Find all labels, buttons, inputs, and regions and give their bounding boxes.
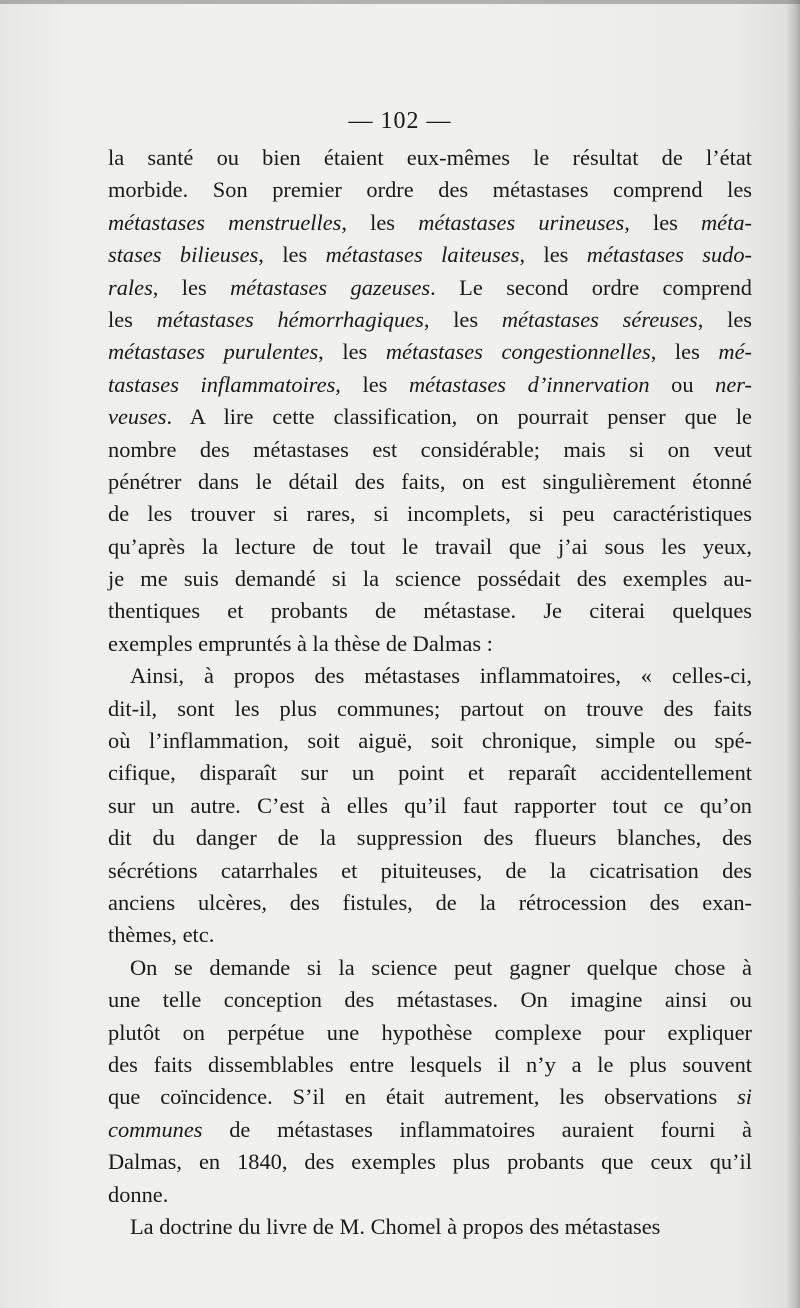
- text-line: [108, 725, 752, 757]
- text-run: morbide. Son premier ordre des métastases comprend les: [108, 177, 752, 203]
- italic-term: tastases inflammatoires: [108, 371, 336, 397]
- italic-term: métastases urineuses: [418, 209, 625, 235]
- italic-term: veuses: [108, 404, 167, 430]
- text-line: [108, 919, 752, 951]
- text-line: [108, 531, 752, 563]
- text-run: la santé ou bien étaient eux-mêmes le résultat de l’état: [108, 145, 752, 170]
- text-run: , les: [423, 306, 502, 332]
- text-line: [108, 757, 752, 789]
- italic-term: métastases laiteuses: [325, 242, 520, 268]
- text-run: , les: [697, 306, 752, 332]
- text-line: [108, 693, 752, 725]
- text-line: [108, 628, 752, 660]
- text-line: [108, 336, 752, 368]
- text-run: qu’après la lecture de tout le travail que j’ai sous les yeux,: [108, 533, 752, 559]
- italic-term: si: [737, 1084, 752, 1110]
- text-line: [108, 887, 752, 919]
- text-line: [108, 498, 752, 530]
- text-run: . Le second ordre comprend: [430, 274, 752, 300]
- text-run: , les: [318, 339, 386, 365]
- text-run: pénétrer dans le détail des faits, on est singulièrement étonné: [108, 468, 752, 494]
- italic-term: rales: [108, 274, 153, 300]
- text-line: [108, 660, 752, 692]
- text-line: [108, 1146, 752, 1178]
- text-run: des faits dissemblables entre lesquels il n’y a le plus souvent: [108, 1051, 752, 1077]
- text-run: dit du danger de la suppression des flueurs blanches, des: [108, 825, 752, 851]
- text-run: , les: [258, 242, 326, 268]
- italic-term: métastases congestionnelles: [385, 339, 651, 365]
- text-run: Ainsi, à propos des métastases inflammatoires, « celles-ci,: [130, 663, 752, 689]
- italic-term: stases bilieuses: [108, 242, 259, 268]
- paragraph: [108, 660, 752, 952]
- text-line: [108, 466, 752, 498]
- text-run: , les: [624, 209, 702, 235]
- text-line: [108, 595, 752, 627]
- text-run: une telle conception des métastases. On imagine ainsi ou: [108, 987, 752, 1013]
- text-line: [108, 369, 752, 401]
- text-run: , les: [519, 242, 587, 268]
- text-run: La doctrine du livre de M. Chomel à propos des métastases: [130, 1213, 661, 1239]
- text-line: [108, 563, 752, 595]
- text-line: [108, 207, 752, 239]
- text-line: [108, 1179, 752, 1211]
- text-run: ou: [649, 371, 716, 397]
- text-run: , les: [335, 371, 409, 397]
- text-run: que coïncidence. S’il en était autrement, les observations: [108, 1084, 738, 1110]
- paragraph: [108, 952, 752, 1211]
- text-run: où l’inflammation, soit aiguë, soit chronique, simple ou spé-: [108, 728, 752, 754]
- text-run: nombre des métastases est considérable; mais si on veut: [108, 436, 752, 462]
- text-run: dit-il, sont les plus communes; partout on trouve des faits: [108, 695, 752, 721]
- italic-term: mé-: [718, 339, 752, 365]
- italic-term: communes: [108, 1116, 203, 1142]
- text-run: anciens ulcères, des fistules, de la rétrocession des exan-: [108, 889, 752, 915]
- text-line: [108, 1114, 752, 1146]
- text-run: sécrétions catarrhales et pituiteuses, de la cicatrisation des: [108, 857, 752, 883]
- text-run: je me suis demandé si la science possédait des exemples au-: [108, 566, 752, 592]
- text-run: , les: [650, 339, 719, 365]
- text-line: [108, 1081, 752, 1113]
- italic-term: ner-: [715, 371, 752, 397]
- italic-term: métastases d’innervation: [409, 371, 650, 397]
- text-line: [108, 1049, 752, 1081]
- text-run: exemples empruntés à la thèse de Dalmas :: [108, 630, 493, 656]
- text-line: [108, 1017, 752, 1049]
- text-run: de métastases inflammatoires auraient fourni à: [202, 1116, 752, 1142]
- text-line: [108, 822, 752, 854]
- text-line: [108, 952, 752, 984]
- page-top-edge: [0, 0, 800, 4]
- text-run: thentiques et probants de métastase. Je citerai quelques: [108, 598, 752, 624]
- text-run: les: [108, 306, 157, 332]
- text-run: thèmes, etc.: [108, 922, 215, 948]
- text-run: sur un autre. C’est à elles qu’il faut rapporter tout ce qu’on: [108, 792, 752, 818]
- italic-term: métastases séreuses: [501, 306, 698, 332]
- italic-term: métastases sudo-: [586, 242, 753, 268]
- text-line: [108, 401, 752, 433]
- text-run: de les trouver si rares, si incomplets, si peu caractéristiques: [108, 501, 752, 527]
- italic-term: métastases hémorrhagiques: [156, 306, 424, 332]
- page-binding-shadow: [786, 0, 800, 1308]
- paragraph: [108, 1211, 752, 1243]
- text-run: cifique, disparaît sur un point et reparaît accidentellement: [108, 760, 752, 786]
- text-run: donne.: [108, 1181, 169, 1207]
- text-run: , les: [341, 209, 419, 235]
- text-line: [108, 1211, 752, 1243]
- text-line: [108, 790, 752, 822]
- italic-term: métastases purulentes: [108, 339, 319, 365]
- text-line: [108, 434, 752, 466]
- text-run: On se demande si la science peut gagner quelque chose à: [130, 954, 752, 980]
- italic-term: méta-: [701, 209, 752, 235]
- text-line: [108, 304, 752, 336]
- italic-term: métastases gazeuses: [230, 274, 431, 300]
- paragraph: [108, 142, 752, 660]
- text-run: . A lire cette classification, on pourrait penser que le: [166, 404, 752, 430]
- text-line: [108, 855, 752, 887]
- text-run: Dalmas, en 1840, des exemples plus probants que ceux qu’il: [108, 1149, 752, 1175]
- text-line: [108, 272, 752, 304]
- text-run: plutôt on perpétue une hypothèse complexe pour expliquer: [108, 1019, 752, 1045]
- body-text: [108, 142, 752, 1243]
- text-line: [108, 239, 752, 271]
- text-line: [108, 142, 752, 174]
- text-run: , les: [152, 274, 231, 300]
- italic-term: métastases menstruelles: [108, 209, 342, 235]
- text-line: [108, 174, 752, 206]
- page-number: — 102 —: [348, 108, 452, 134]
- text-line: [108, 984, 752, 1016]
